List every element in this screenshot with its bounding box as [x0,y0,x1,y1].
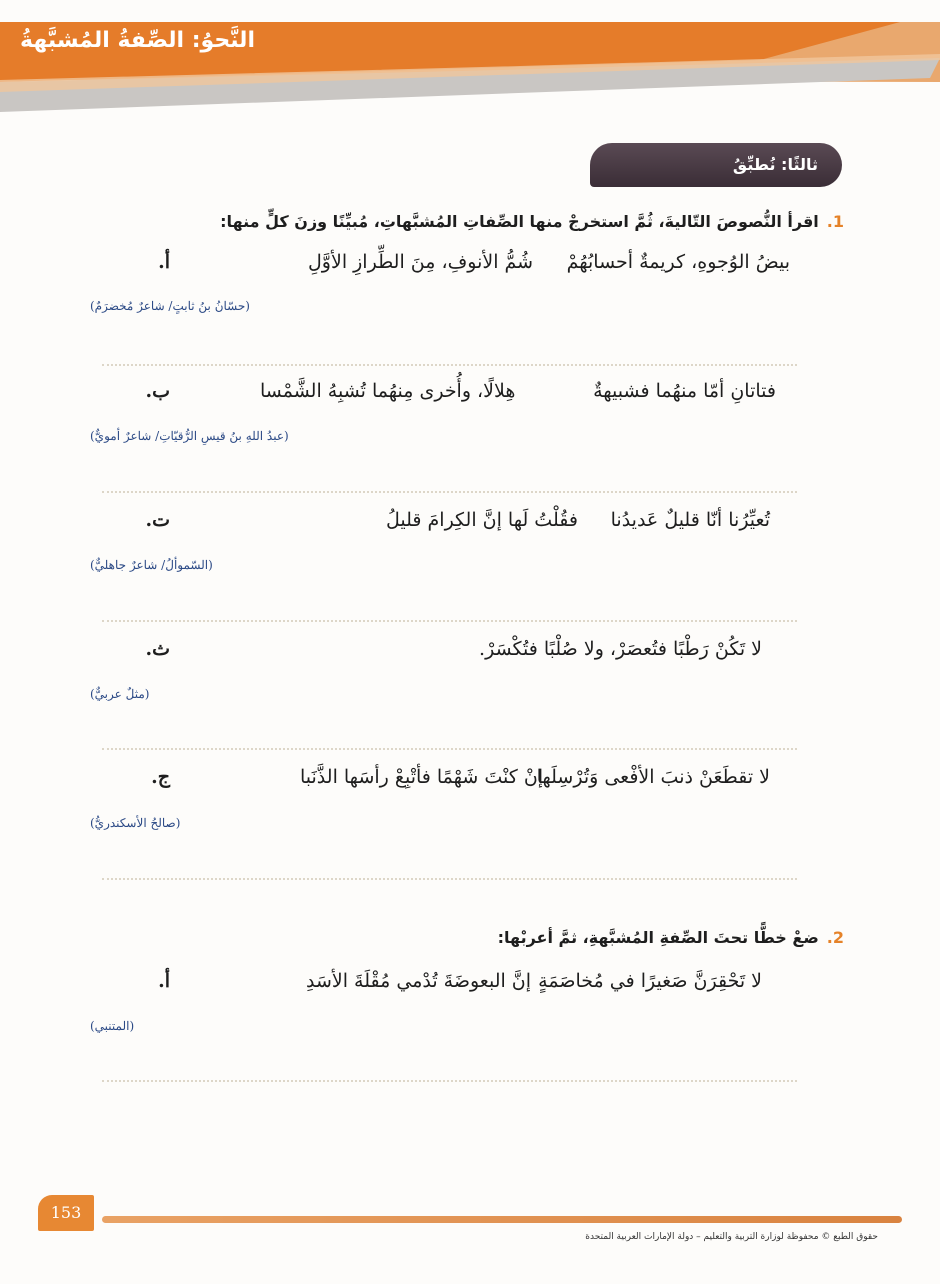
question-number: 1. [826,212,844,231]
verse-second-hemistich: هِلالًا، وأُخرى مِنهُما تُشبِهُ الشَّمْسا [260,380,516,402]
question-2 [498,928,844,947]
question-number: 2. [826,928,844,947]
verse-first-hemistich: فتاتانِ أمّا منهُما فشبيهةٌ [593,380,776,402]
verse-second-hemistich: فقُلْتُ لَها إنَّ الكِرامَ قليلُ [386,509,578,531]
verse-second-hemistich: إنْ كنْتَ شَهْمًا فأتْبِعْ رأسَها الذَّنَبا [300,766,544,788]
answer-line [102,364,797,366]
verse-second-hemistich: إنَّ البعوضَةَ تُدْمي مُقْلَةَ الأسَدِ [306,970,532,992]
attribution: (عبدُ اللهِ بنُ قيسِ الرُّقيّاتِ/ شاعرٌ أمويٌّ) [90,429,289,443]
item-label: ج. [151,766,170,788]
answer-line [102,878,797,880]
item-label: ث. [145,638,170,660]
section-heading: ثالثًا: نُطبِّقُ [590,143,842,187]
page-number: 153 [38,1195,94,1231]
verse-first-hemistich: بيضُ الوُجوهِ، كريمةٌ أحسابُهُمْ [566,251,790,273]
verse-first-hemistich: لا تقطَعَنْ ذنبَ الأفْعى وَتُرْسِلَها [536,766,770,788]
item-label: ب. [145,380,170,402]
item-label: ت. [145,509,170,531]
item-label: أ. [158,970,170,992]
question-text: ضعْ خطًّا تحتَ الصِّفةِ المُشبَّهةِ، ثمَّ أعربْها: [497,928,819,947]
attribution: (مثلٌ عربيٌّ) [90,687,150,701]
question-1 [220,212,844,231]
item-label: أ. [158,251,170,273]
verse-first-hemistich: تُعيِّرُنا أنّا قليلٌ عَديدُنا [610,509,770,531]
answer-line [102,1080,797,1082]
attribution: (صالحُ الأسكندريُّ) [90,816,181,830]
footer-bar [102,1216,902,1223]
copyright-notice: حقوق الطبع © محفوظة لوزارة التربية والتعليم – دولة الإمارات العربية المتحدة [585,1232,878,1242]
verse-text: لا تَكُنْ رَطْبًا فتُعصَرْ، ولا صُلْبًا فتُكْسَرْ. [479,638,762,660]
answer-line [102,620,797,622]
page-header-title: النَّحوُ: الصِّفةُ المُشبَّهةُ [20,28,255,53]
attribution: (السّموألُ/ شاعرٌ جاهليٌّ) [90,558,213,572]
answer-line [102,491,797,493]
question-text: اقرأ النُّصوصَ التّاليةَ، ثُمَّ استخرجْ منها الصِّفاتِ المُشبَّهاتِ، مُبيِّنًا وزنَ كلٍّ منها: [220,212,819,231]
verse-second-hemistich: شُمُّ الأنوفِ، مِنَ الطِّرازِ الأوَّلِ [308,251,534,273]
answer-line [102,748,797,750]
attribution: (المتنبي) [90,1019,135,1033]
header-banner [0,0,940,120]
verse-first-hemistich: لا تَحْقِرَنَّ صَغيرًا في مُخاصَمَةٍ [538,970,762,992]
attribution: (حسّانُ بنُ ثابتٍ/ شاعرٌ مُخضرَمٌ) [90,299,250,313]
